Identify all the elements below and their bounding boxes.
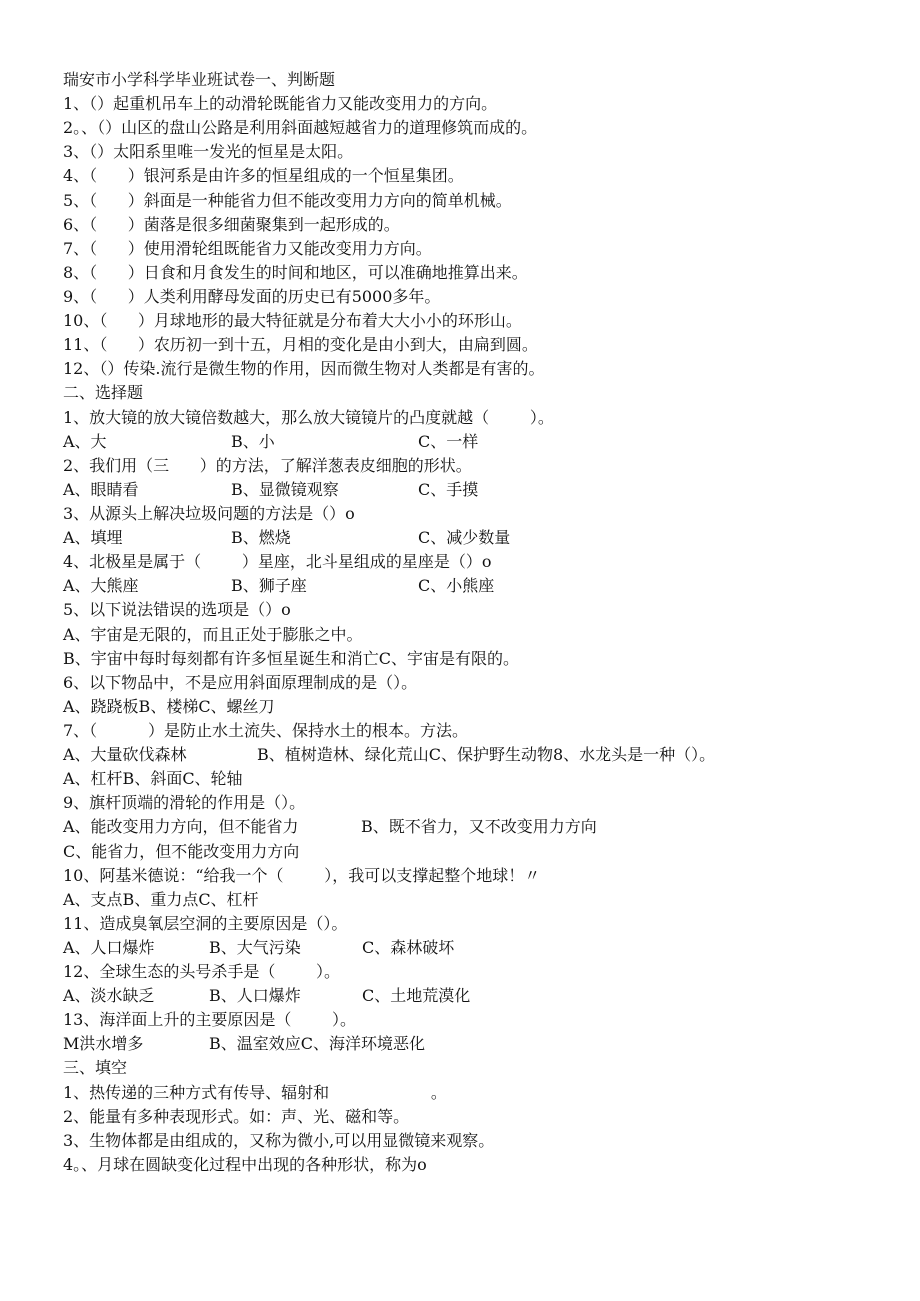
option-c: C、小熊座 [418, 576, 495, 596]
fill-item-4: 4。、月球在圆缺变化过程中出现的各种形状，称为o [63, 1154, 427, 1174]
choice-q6-options: A、跷跷板B、楼梯C、螺丝刀 [63, 696, 275, 716]
option-c: C、一样 [418, 431, 479, 451]
choice-q9: 9、旗杆顶端的滑轮的作用是（）。 [63, 793, 306, 813]
option-b: B、显微镜观察 [231, 479, 339, 499]
choice-q4-options [63, 574, 863, 598]
judge-item-6: 6、（ ）菌落是很多细菌聚集到一起形成的。 [63, 214, 400, 234]
judge-item-8: 8、（ ）日食和月食发生的时间和地区，可以准确地推算出来。 [63, 262, 528, 282]
choice-q10: 10、阿基米德说：“给我一个（ ），我可以支撑起整个地球！〃 [63, 865, 541, 885]
option-a: A、淡水缺乏 [63, 986, 155, 1006]
choice-q2: 2、我们用（三 ）的方法，了解洋葱表皮细胞的形状。 [63, 455, 472, 475]
choice-q5: 5、以下说法错误的选项是（）o [63, 600, 291, 620]
choice-q12: 12、全球生态的头号杀手是（ ）。 [63, 962, 341, 982]
judge-item-1: 1、（）起重机吊车上的动滑轮既能省力又能改变用力的方向。 [63, 94, 498, 114]
judge-item-2: 2。、（）山区的盘山公路是利用斜面越短越省力的道理修筑而成的。 [63, 118, 538, 138]
option-c: C、减少数量 [418, 528, 511, 548]
choice-q1-options [63, 430, 863, 454]
option-b: B、大气污染 [209, 937, 301, 957]
choice-q5-option-bc: B、宇宙中每时每刻都有许多恒星诞生和消亡C、宇宙是有限的。 [63, 648, 520, 668]
choice-heading: 二、选择题 [63, 383, 144, 403]
option-bc-and-q8: B、植树造林、绿化荒山C、保护野生动物8、水龙头是一种（）。 [257, 745, 716, 765]
option-c: C、森林破坏 [362, 937, 455, 957]
judge-item-5: 5、（ ）斜面是一种能省力但不能改变用力方向的简单机械。 [63, 190, 512, 210]
option-a: A、眼睛看 [63, 479, 139, 499]
option-a: A、大熊座 [63, 576, 139, 596]
choice-q3-options [63, 526, 863, 550]
option-a: A、填埋 [63, 528, 123, 548]
fill-heading: 三、填空 [63, 1058, 128, 1078]
option-a: A、人口爆炸 [63, 937, 155, 957]
fill-item-3: 3、生物体都是由组成的，又称为微小,可以用显微镜来观察。 [63, 1130, 495, 1150]
choice-q13-options [63, 1032, 863, 1056]
choice-q2-options [63, 478, 863, 502]
option-b: B、小 [231, 431, 275, 451]
judge-item-10: 10、（ ）月球地形的最大特征就是分布着大大小小的环形山。 [63, 311, 522, 331]
exam-title: 瑞安市小学科学毕业班试卷一、判断题 [63, 70, 336, 89]
choice-q7: 7、（ ）是防止水土流失、保持水土的根本。方法。 [63, 720, 469, 740]
option-b: B、既不省力，又不改变用力方向 [361, 817, 597, 837]
choice-q9-options [63, 815, 863, 839]
option-a: A、大 [63, 431, 107, 451]
judge-item-12: 12、（）传染.流行是微生物的作用，因而微生物对人类都是有害的。 [63, 359, 545, 379]
judge-item-11: 11、（ ）农历初一到十五，月相的变化是由小到大，由扁到圆。 [63, 335, 538, 355]
fill-item-1: 1、热传递的三种方式有传导、辐射和 。 [63, 1082, 447, 1102]
option-c: C、土地荒漠化 [362, 986, 471, 1006]
choice-q4: 4、北极星是属于（ ）星座，北斗星组成的星座是（）o [63, 552, 492, 572]
choice-q12-options [63, 984, 863, 1008]
choice-q7-options [63, 743, 863, 767]
document-body [63, 68, 863, 1177]
judge-item-9: 9、（ ）人类利用酵母发面的历史已有5000多年。 [63, 286, 441, 306]
fill-item-2: 2、能量有多种表现形式。如：声、光、磁和等。 [63, 1106, 410, 1126]
option-b: B、狮子座 [231, 576, 307, 596]
judge-item-7: 7、（ ）使用滑轮组既能省力又能改变用力方向。 [63, 238, 432, 258]
option-c: C、手摸 [418, 479, 479, 499]
choice-q3: 3、从源头上解决垃圾问题的方法是（）o [63, 503, 355, 523]
choice-q8-options: A、杠杆B、斜面C、轮轴 [63, 769, 243, 789]
choice-q6: 6、以下物品中，不是应用斜面原理制成的是（）。 [63, 672, 418, 692]
judge-item-4: 4、（ ）银河系是由许多的恒星组成的一个恒星集团。 [63, 166, 464, 186]
option-b: B、人口爆炸 [209, 986, 301, 1006]
choice-q10-options: A、支点B、重力点C、杠杆 [63, 889, 259, 909]
option-a: A、大量砍伐森林 [63, 745, 187, 765]
choice-q9-option-c: C、能省力，但不能改变用力方向 [63, 841, 300, 861]
option-a: A、能改变用力方向，但不能省力 [63, 817, 299, 837]
option-bc: B、温室效应C、海洋环境恶化 [209, 1034, 426, 1054]
judge-item-3: 3、（）太阳系里唯一发光的恒星是太阳。 [63, 142, 354, 162]
choice-q11: 11、造成臭氧层空洞的主要原因是（）。 [63, 913, 348, 933]
choice-q13: 13、海洋面上升的主要原因是（ ）。 [63, 1010, 357, 1030]
choice-q5-option-a: A、宇宙是无限的，而且正处于膨胀之中。 [63, 624, 363, 644]
choice-q1: 1、放大镜的放大镜倍数越大，那么放大镜镜片的凸度就越（ ）。 [63, 407, 554, 427]
option-a: M洪水增多 [63, 1034, 144, 1054]
option-b: B、燃烧 [231, 528, 291, 548]
choice-q11-options [63, 936, 863, 960]
